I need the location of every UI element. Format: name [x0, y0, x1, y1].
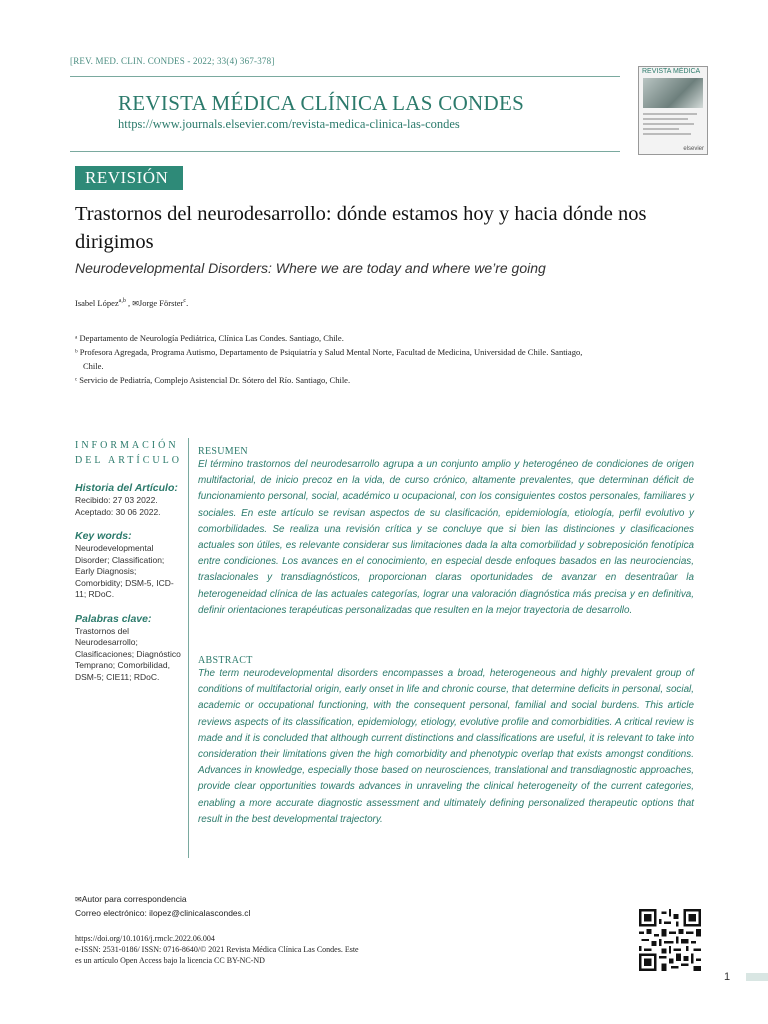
author-2: Jorge Förster: [138, 298, 184, 308]
abstract-heading: ABSTRACT: [198, 655, 253, 666]
qr-code-icon: [639, 909, 701, 971]
affiliation-b: ᵇ Profesora Agregada, Programa Autismo, Departamento de Psiquiatría y Salud Mental Norte, Facultad de Medicina, Universidad de Chile. Santiago,: [75, 347, 583, 357]
cover-title: REVISTA MÉDICA: [642, 68, 701, 75]
sidebar-heading-2: DEL ARTÍCULO: [75, 455, 182, 466]
article-title-spanish: Trastornos del neurodesarrollo: dónde estamos hoy y hacia dónde nos dirigimos: [75, 203, 647, 253]
section-label: REVISIÓN: [75, 166, 183, 190]
issn-line: e-ISSN: 2531-0186/ ISSN: 0716-8640/© 2021 Revista Médica Clínica Las Condes. Este: [75, 945, 359, 954]
journal-citation: [REV. MED. CLIN. CONDES - 2022; 33(4) 367-378]: [70, 56, 275, 66]
header-bottom-rule: [70, 151, 620, 152]
correspondence-label: Autor para correspondencia: [81, 894, 187, 904]
journal-title: REVISTA MÉDICA CLÍNICA LAS CONDES: [118, 91, 525, 115]
cover-photo: [643, 78, 703, 108]
keywords-title: Key words:: [75, 530, 132, 542]
doi-link[interactable]: https://doi.org/10.1016/j.rmclc.2022.06.004: [75, 934, 215, 943]
author-list-end: .: [186, 298, 189, 308]
history-title: Historia del Artículo:: [75, 482, 178, 494]
journal-cover-thumbnail: [638, 66, 708, 155]
cover-publisher: elsevier: [683, 146, 704, 152]
journal-url-link[interactable]: https://www.journals.elsevier.com/revista-medica-clinica-las-condes: [118, 117, 460, 131]
author-1-affil: a,b: [118, 298, 126, 305]
affiliations: [75, 331, 695, 387]
abstract-body: The term neurodevelopmental disorders encompasses a broad, heterogeneous and highly prevalent group of conditions of multifactorial origin, early onset in life and chronic course, that determine deficits in personal, social, academic or occupational functioning, with the consequent personal, familial and social burdens. This article reviews aspects of its classification, epidemiology, etiology, evolutive profile and comorbidities. A critical review is made and it is concluded that although current distinctions and classifications are useful, it is relevant to take into consideration their limitations given the high comorbidity and phenotypic overlap that exists amongst conditions. Advances in knowledge, especially those based on neurosciences, translational and transdiagnostic approaches, provide clear opportunities towards advances in unraveling the clinical heterogeneity of the current categories, enabling a more accurate diagnostic assessment and ultimately defining personalized therapeutic options that result in the best developmental trajectory.: [198, 668, 694, 825]
license-line: es un artículo Open Access bajo la licencia CC BY-NC-ND: [75, 956, 265, 965]
sidebar-heading-1: INFORMACIÓN: [75, 440, 179, 451]
header-top-rule: [70, 76, 620, 77]
correspondence-email[interactable]: Correo electrónico: ilopez@clinicalascondes.cl: [75, 907, 251, 918]
palabras-clave-title: Palabras clave:: [75, 612, 152, 625]
cover-text-lines: [643, 113, 703, 138]
resumen-section: [198, 446, 694, 619]
affiliation-b-cont: Chile.: [83, 361, 104, 371]
sidebar-divider: [188, 438, 189, 858]
palabras-clave-list: Trastornos del Neurodesarrollo; Clasificaciones; Diagnóstico Temprano; Comorbilidad, DSM-5; CIE11; RDoC.: [75, 625, 181, 682]
author-separator: ,: [125, 298, 133, 308]
doi-block: [75, 933, 455, 966]
article-title-english: Neurodevelopmental Disorders: Where we are today and where we’re going: [75, 260, 546, 276]
received-date: Recibido: 27 03 2022.: [75, 495, 158, 505]
page-edge-tab: [746, 973, 768, 981]
envelope-icon: ✉: [75, 895, 82, 904]
author-list: [75, 298, 188, 308]
envelope-icon: ✉: [132, 299, 139, 308]
author-2-affil: c: [183, 298, 187, 305]
affiliation-c: ᶜ Servicio de Pediatría, Complejo Asistencial Dr. Sótero del Río. Santiago, Chile.: [75, 375, 351, 385]
resumen-body: El término trastornos del neurodesarrollo agrupa a un conjunto amplio y heterogéneo de condiciones de origen multifactorial, de inicio precoz en la vida, de curso crónico, altamente prevalentes, que determinan déficit de funcionamiento personal, social, académico u ocupacional, con los consiguientes costos personales, familiares y sociales. En este artículo se revisan aspectos de su clasificación, epidemiología, etiología, perfil evolutivo y comorbilidades. Se realiza una revisión crítica y se concluye que si bien las distinciones y clasificaciones actuales son útiles, es relevante considerar sus limitaciones dada la alta comorbilidad y sobreposición fenotípica entre condiciones. Los avances en el conocimiento, en especial desde enfoques basados en las neurociencias, traslacionales y transdiagnósticos, proporcionan claras oportunidades de avanzar en desentraûar la heterogeneidad clínica de las actuales categorías, lograr una valoración diagnóstica más precisa y en definitiva, definir orientaciones terapéuticas personalizadas que resulten en la mejor trayectoria de desarrollo.: [198, 459, 694, 616]
author-1: Isabel López: [75, 298, 119, 308]
accepted-date: Aceptado: 30 06 2022.: [75, 506, 161, 517]
article-info-sidebar: [75, 438, 183, 683]
correspondence-note: [75, 893, 250, 919]
affiliation-a: ᵃ Departamento de Neurología Pediátrica, Clínica Las Condes. Santiago, Chile.: [75, 333, 344, 343]
abstract-section: [198, 655, 694, 828]
resumen-heading: RESUMEN: [198, 446, 248, 457]
keywords-list: Neurodevelopmental Disorder; Classification; Early Diagnosis; Comorbidity; DSM-5, ICD-11; RDoC.: [75, 543, 174, 599]
page-number: 1: [724, 971, 731, 983]
